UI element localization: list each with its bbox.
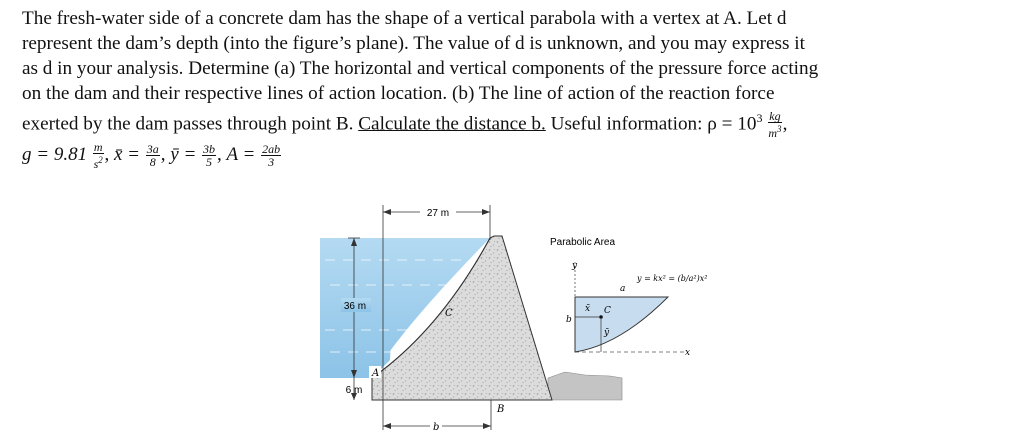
- rho-units-num: kg: [769, 109, 781, 124]
- xbar-text: x̄ =: [114, 143, 141, 165]
- g-units-den-base: s: [93, 157, 99, 171]
- g-text: g = 9.81: [22, 143, 88, 165]
- area-text: A =: [226, 143, 256, 165]
- point-a-label: A: [372, 368, 380, 379]
- problem-line-5-end: Useful information: ρ = 10: [550, 113, 757, 135]
- problem-line-5-start: exerted by the dam passes through point B.: [22, 113, 354, 135]
- ybar-num: 3b: [203, 142, 216, 156]
- inset-ybar-label: ȳ: [604, 328, 610, 338]
- inset-y-label: y: [572, 261, 578, 271]
- problem-line-5-underlined: Calculate the distance b.: [358, 113, 546, 135]
- dim-27m-arrow-left: [383, 209, 391, 215]
- problem-line-2: represent the dam’s depth (into the figure’s plane). The value of d is unknown, and you may express it: [22, 33, 805, 54]
- rho-units-den-exp: 3: [777, 124, 782, 135]
- base-label: 6 m: [345, 385, 363, 396]
- g-units-den-exp: 2: [98, 155, 103, 165]
- area-den: 3: [268, 155, 275, 169]
- rho-units-den-base: m: [768, 126, 777, 141]
- point-b-label: B: [497, 404, 505, 415]
- dim-27m-arrow-right: [482, 209, 490, 215]
- point-c-label: C: [445, 308, 453, 319]
- dist-b-label: b: [433, 422, 440, 433]
- rho-exponent: 3: [756, 111, 763, 125]
- inset-x-label: x: [685, 348, 691, 358]
- inset-a-label: a: [620, 284, 626, 294]
- problem-line-5: exerted by the dam passes through point B. Calculate the distance b. Useful information: $\rho = 10^3$ $\frac{kg}{m^3}$ ,: [22, 109, 788, 141]
- inset-xbar-label: x̄: [585, 304, 591, 314]
- problem-line-4: on the dam and their respective lines of action location. (b) The line of action of the reaction force: [22, 83, 775, 104]
- inset-equation: y = kx² = (b/a²)x²: [637, 274, 708, 283]
- inset-centroid: [599, 315, 603, 319]
- inset-b-label: b: [566, 315, 572, 325]
- g-units-num: m: [93, 140, 103, 154]
- problem-line-1: The fresh-water side of a concrete dam has the shape of a vertical parabola with a vertex at A. Let d: [22, 8, 787, 29]
- problem-line-3: as d in your analysis. Determine (a) The horizontal and vertical components of the pressure force acting: [22, 58, 819, 79]
- height-label: 36 m: [343, 301, 367, 312]
- area-num: 2ab: [262, 142, 281, 156]
- ground: [548, 372, 622, 400]
- useful-formulas: g = 9.81 $\frac{m}{s^2}$ , x̄ = $\frac{3a}{8}$ , ȳ = $\frac{3b}{5}$ , A = $\frac{2ab}{3}$: [22, 140, 281, 171]
- ybar-text: ȳ =: [170, 143, 197, 165]
- width-label: 27 m: [426, 208, 450, 219]
- xbar-num: 3a: [146, 142, 159, 156]
- xbar-den: 8: [149, 155, 156, 169]
- inset-title: Parabolic Area: [550, 237, 616, 248]
- inset-c-label: C: [604, 306, 611, 316]
- ybar-den: 5: [206, 155, 213, 169]
